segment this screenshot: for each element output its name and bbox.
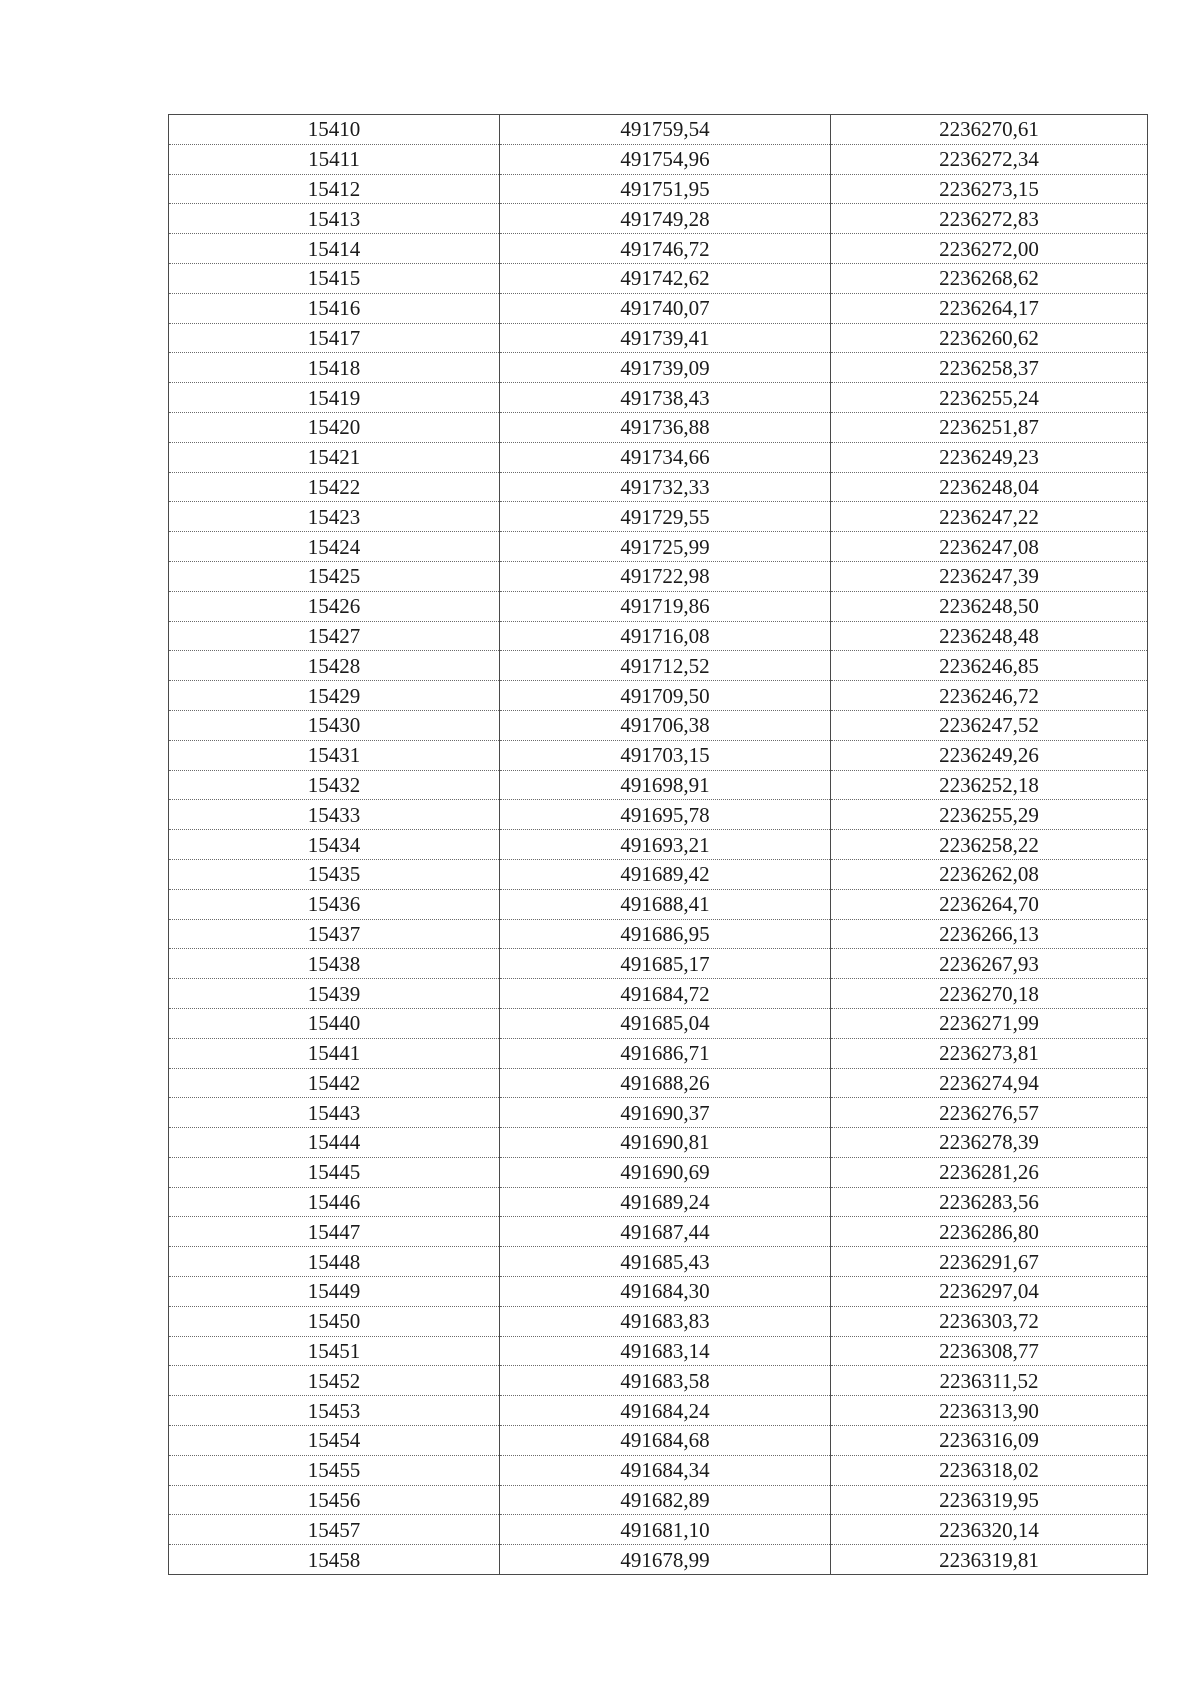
point-number-cell: 15437	[169, 919, 500, 949]
point-number-cell: 15449	[169, 1277, 500, 1307]
y-coordinate-cell: 2236267,93	[831, 949, 1148, 979]
y-coordinate-cell: 2236262,08	[831, 859, 1148, 889]
x-coordinate-cell: 491682,89	[500, 1485, 831, 1515]
table-row	[169, 1336, 1148, 1366]
point-number-cell: 15453	[169, 1396, 500, 1426]
x-coordinate-cell: 491734,66	[500, 442, 831, 472]
y-coordinate-cell: 2236247,22	[831, 502, 1148, 532]
x-coordinate-cell: 491716,08	[500, 621, 831, 651]
y-coordinate-cell: 2236270,18	[831, 979, 1148, 1009]
table-row	[169, 710, 1148, 740]
point-number-cell: 15423	[169, 502, 500, 532]
x-coordinate-cell: 491686,95	[500, 919, 831, 949]
point-number-cell: 15452	[169, 1366, 500, 1396]
y-coordinate-cell: 2236264,17	[831, 293, 1148, 323]
y-coordinate-cell: 2236291,67	[831, 1247, 1148, 1277]
x-coordinate-cell: 491740,07	[500, 293, 831, 323]
x-coordinate-cell: 491746,72	[500, 234, 831, 264]
point-number-cell: 15415	[169, 263, 500, 293]
x-coordinate-cell: 491688,26	[500, 1068, 831, 1098]
table-row	[169, 412, 1148, 442]
x-coordinate-cell: 491703,15	[500, 740, 831, 770]
point-number-cell: 15457	[169, 1515, 500, 1545]
y-coordinate-cell: 2236281,26	[831, 1157, 1148, 1187]
table-row	[169, 1455, 1148, 1485]
y-coordinate-cell: 2236319,95	[831, 1485, 1148, 1515]
y-coordinate-cell: 2236271,99	[831, 1008, 1148, 1038]
point-number-cell: 15454	[169, 1426, 500, 1456]
y-coordinate-cell: 2236258,37	[831, 353, 1148, 383]
table-row	[169, 1277, 1148, 1307]
point-number-cell: 15414	[169, 234, 500, 264]
x-coordinate-cell: 491693,21	[500, 830, 831, 860]
point-number-cell: 15440	[169, 1008, 500, 1038]
y-coordinate-cell: 2236246,72	[831, 681, 1148, 711]
y-coordinate-cell: 2236248,50	[831, 591, 1148, 621]
x-coordinate-cell: 491751,95	[500, 174, 831, 204]
x-coordinate-cell: 491759,54	[500, 115, 831, 145]
y-coordinate-cell: 2236272,83	[831, 204, 1148, 234]
x-coordinate-cell: 491690,81	[500, 1128, 831, 1158]
x-coordinate-cell: 491706,38	[500, 710, 831, 740]
point-number-cell: 15439	[169, 979, 500, 1009]
y-coordinate-cell: 2236249,23	[831, 442, 1148, 472]
table-row	[169, 204, 1148, 234]
x-coordinate-cell: 491678,99	[500, 1545, 831, 1575]
y-coordinate-cell: 2236273,81	[831, 1038, 1148, 1068]
table-row	[169, 532, 1148, 562]
table-row	[169, 115, 1148, 145]
table-row	[169, 323, 1148, 353]
point-number-cell: 15456	[169, 1485, 500, 1515]
table-row	[169, 353, 1148, 383]
coordinates-table	[168, 114, 1148, 1575]
point-number-cell: 15421	[169, 442, 500, 472]
y-coordinate-cell: 2236274,94	[831, 1068, 1148, 1098]
point-number-cell: 15429	[169, 681, 500, 711]
table-row	[169, 740, 1148, 770]
point-number-cell: 15450	[169, 1306, 500, 1336]
x-coordinate-cell: 491681,10	[500, 1515, 831, 1545]
point-number-cell: 15432	[169, 770, 500, 800]
x-coordinate-cell: 491685,43	[500, 1247, 831, 1277]
y-coordinate-cell: 2236272,34	[831, 144, 1148, 174]
x-coordinate-cell: 491683,14	[500, 1336, 831, 1366]
y-coordinate-cell: 2236283,56	[831, 1187, 1148, 1217]
table-row	[169, 919, 1148, 949]
y-coordinate-cell: 2236255,29	[831, 800, 1148, 830]
x-coordinate-cell: 491686,71	[500, 1038, 831, 1068]
x-coordinate-cell: 491695,78	[500, 800, 831, 830]
table-row	[169, 293, 1148, 323]
y-coordinate-cell: 2236264,70	[831, 889, 1148, 919]
point-number-cell: 15419	[169, 383, 500, 413]
x-coordinate-cell: 491742,62	[500, 263, 831, 293]
x-coordinate-cell: 491754,96	[500, 144, 831, 174]
table-row	[169, 234, 1148, 264]
y-coordinate-cell: 2236276,57	[831, 1098, 1148, 1128]
point-number-cell: 15458	[169, 1545, 500, 1575]
y-coordinate-cell: 2236311,52	[831, 1366, 1148, 1396]
x-coordinate-cell: 491685,04	[500, 1008, 831, 1038]
table-row	[169, 1485, 1148, 1515]
point-number-cell: 15446	[169, 1187, 500, 1217]
x-coordinate-cell: 491684,30	[500, 1277, 831, 1307]
x-coordinate-cell: 491683,83	[500, 1306, 831, 1336]
table-row	[169, 1426, 1148, 1456]
y-coordinate-cell: 2236278,39	[831, 1128, 1148, 1158]
table-row	[169, 1008, 1148, 1038]
y-coordinate-cell: 2236248,48	[831, 621, 1148, 651]
x-coordinate-cell: 491689,42	[500, 859, 831, 889]
x-coordinate-cell: 491684,24	[500, 1396, 831, 1426]
point-number-cell: 15426	[169, 591, 500, 621]
point-number-cell: 15435	[169, 859, 500, 889]
y-coordinate-cell: 2236286,80	[831, 1217, 1148, 1247]
table-row	[169, 1098, 1148, 1128]
y-coordinate-cell: 2236316,09	[831, 1426, 1148, 1456]
point-number-cell: 15430	[169, 710, 500, 740]
y-coordinate-cell: 2236266,13	[831, 919, 1148, 949]
point-number-cell: 15441	[169, 1038, 500, 1068]
x-coordinate-cell: 491689,24	[500, 1187, 831, 1217]
y-coordinate-cell: 2236270,61	[831, 115, 1148, 145]
table-row	[169, 502, 1148, 532]
table-row	[169, 1366, 1148, 1396]
point-number-cell: 15434	[169, 830, 500, 860]
point-number-cell: 15413	[169, 204, 500, 234]
table-row	[169, 979, 1148, 1009]
x-coordinate-cell: 491732,33	[500, 472, 831, 502]
coordinates-table-body	[169, 115, 1148, 1575]
y-coordinate-cell: 2236308,77	[831, 1336, 1148, 1366]
y-coordinate-cell: 2236260,62	[831, 323, 1148, 353]
x-coordinate-cell: 491688,41	[500, 889, 831, 919]
x-coordinate-cell: 491736,88	[500, 412, 831, 442]
y-coordinate-cell: 2236319,81	[831, 1545, 1148, 1575]
point-number-cell: 15447	[169, 1217, 500, 1247]
table-row	[169, 1545, 1148, 1575]
y-coordinate-cell: 2236318,02	[831, 1455, 1148, 1485]
point-number-cell: 15417	[169, 323, 500, 353]
point-number-cell: 15416	[169, 293, 500, 323]
x-coordinate-cell: 491738,43	[500, 383, 831, 413]
x-coordinate-cell: 491683,58	[500, 1366, 831, 1396]
point-number-cell: 15436	[169, 889, 500, 919]
point-number-cell: 15444	[169, 1128, 500, 1158]
point-number-cell: 15438	[169, 949, 500, 979]
table-row	[169, 442, 1148, 472]
table-row	[169, 1396, 1148, 1426]
point-number-cell: 15451	[169, 1336, 500, 1366]
point-number-cell: 15445	[169, 1157, 500, 1187]
point-number-cell: 15455	[169, 1455, 500, 1485]
x-coordinate-cell: 491749,28	[500, 204, 831, 234]
x-coordinate-cell: 491725,99	[500, 532, 831, 562]
x-coordinate-cell: 491684,72	[500, 979, 831, 1009]
table-row	[169, 949, 1148, 979]
y-coordinate-cell: 2236297,04	[831, 1277, 1148, 1307]
x-coordinate-cell: 491684,34	[500, 1455, 831, 1485]
point-number-cell: 15422	[169, 472, 500, 502]
table-row	[169, 859, 1148, 889]
point-number-cell: 15448	[169, 1247, 500, 1277]
y-coordinate-cell: 2236248,04	[831, 472, 1148, 502]
point-number-cell: 15424	[169, 532, 500, 562]
table-row	[169, 1306, 1148, 1336]
point-number-cell: 15433	[169, 800, 500, 830]
point-number-cell: 15443	[169, 1098, 500, 1128]
y-coordinate-cell: 2236313,90	[831, 1396, 1148, 1426]
y-coordinate-cell: 2236320,14	[831, 1515, 1148, 1545]
x-coordinate-cell: 491690,69	[500, 1157, 831, 1187]
point-number-cell: 15428	[169, 651, 500, 681]
table-row	[169, 561, 1148, 591]
y-coordinate-cell: 2236272,00	[831, 234, 1148, 264]
table-row	[169, 681, 1148, 711]
y-coordinate-cell: 2236258,22	[831, 830, 1148, 860]
y-coordinate-cell: 2236268,62	[831, 263, 1148, 293]
table-row	[169, 1247, 1148, 1277]
table-row	[169, 830, 1148, 860]
y-coordinate-cell: 2236252,18	[831, 770, 1148, 800]
table-row	[169, 770, 1148, 800]
x-coordinate-cell: 491719,86	[500, 591, 831, 621]
x-coordinate-cell: 491739,09	[500, 353, 831, 383]
x-coordinate-cell: 491685,17	[500, 949, 831, 979]
y-coordinate-cell: 2236251,87	[831, 412, 1148, 442]
table-row	[169, 383, 1148, 413]
x-coordinate-cell: 491687,44	[500, 1217, 831, 1247]
y-coordinate-cell: 2236249,26	[831, 740, 1148, 770]
table-row	[169, 1038, 1148, 1068]
point-number-cell: 15431	[169, 740, 500, 770]
y-coordinate-cell: 2236247,52	[831, 710, 1148, 740]
x-coordinate-cell: 491739,41	[500, 323, 831, 353]
table-row	[169, 1128, 1148, 1158]
point-number-cell: 15425	[169, 561, 500, 591]
point-number-cell: 15427	[169, 621, 500, 651]
x-coordinate-cell: 491722,98	[500, 561, 831, 591]
y-coordinate-cell: 2236255,24	[831, 383, 1148, 413]
table-row	[169, 1157, 1148, 1187]
point-number-cell: 15411	[169, 144, 500, 174]
table-row	[169, 651, 1148, 681]
table-row	[169, 621, 1148, 651]
table-row	[169, 263, 1148, 293]
y-coordinate-cell: 2236303,72	[831, 1306, 1148, 1336]
table-row	[169, 1515, 1148, 1545]
table-row	[169, 1068, 1148, 1098]
y-coordinate-cell: 2236247,39	[831, 561, 1148, 591]
table-row	[169, 174, 1148, 204]
y-coordinate-cell: 2236247,08	[831, 532, 1148, 562]
x-coordinate-cell: 491709,50	[500, 681, 831, 711]
x-coordinate-cell: 491684,68	[500, 1426, 831, 1456]
y-coordinate-cell: 2236273,15	[831, 174, 1148, 204]
table-row	[169, 1187, 1148, 1217]
x-coordinate-cell: 491698,91	[500, 770, 831, 800]
point-number-cell: 15412	[169, 174, 500, 204]
point-number-cell: 15418	[169, 353, 500, 383]
table-row	[169, 591, 1148, 621]
point-number-cell: 15442	[169, 1068, 500, 1098]
x-coordinate-cell: 491712,52	[500, 651, 831, 681]
table-row	[169, 1217, 1148, 1247]
y-coordinate-cell: 2236246,85	[831, 651, 1148, 681]
table-row	[169, 472, 1148, 502]
point-number-cell: 15420	[169, 412, 500, 442]
table-row	[169, 144, 1148, 174]
x-coordinate-cell: 491690,37	[500, 1098, 831, 1128]
point-number-cell: 15410	[169, 115, 500, 145]
table-row	[169, 889, 1148, 919]
x-coordinate-cell: 491729,55	[500, 502, 831, 532]
table-row	[169, 800, 1148, 830]
